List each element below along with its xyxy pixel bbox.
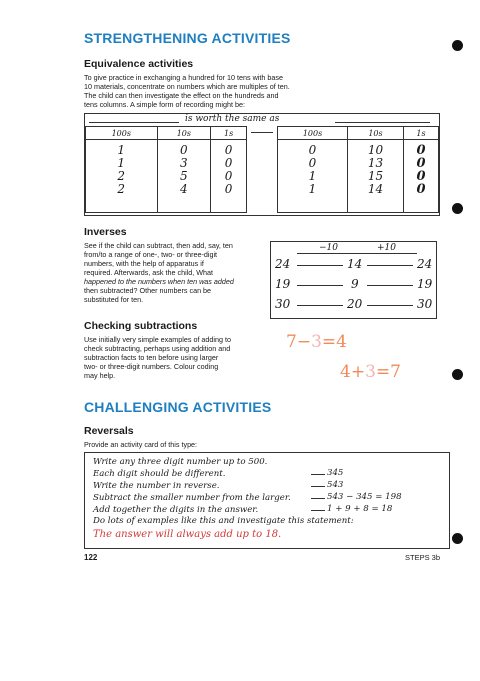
margin-bullet-4 <box>452 533 463 544</box>
answer-arrow-1 <box>311 474 325 475</box>
inverses-title: Inverses <box>84 226 127 238</box>
inverses-text: See if the child can subtract, then add, say, ten from/to a range of one-, two- or three-digit numbers, with the help of apparatus if required. Afterwards, ask the child, What happened to the numbers when ten was added then subtracted? Other numbers can be substituted for ten. <box>84 241 234 304</box>
equivalence-text: To give practice in exchanging a hundred for 10 tens with base 10 materials, concentrate on numbers which are multiples of ten. The child can then investigate the effect on the hundreds and tens columns. A simple form of recording might be: <box>84 73 290 109</box>
row2-c: 19 <box>417 277 433 291</box>
caption-arrow-left <box>89 122 179 123</box>
left-col-hundreds: 1 1 2 2 <box>86 140 158 213</box>
right-col-ones: 0 0 0 0 <box>403 140 438 213</box>
section-title-challenging: CHALLENGING ACTIVITIES <box>84 399 272 415</box>
answer-1: 345 <box>327 468 344 478</box>
page-number: 122 <box>84 553 98 562</box>
margin-bullet-1 <box>452 40 463 51</box>
left-col-tens: 0 3 5 4 <box>157 140 211 213</box>
arrow-3b <box>367 305 413 306</box>
arrow-1a <box>297 265 343 266</box>
subtraction-equation: 7−3=4 <box>286 332 347 352</box>
right-col-tens: 10 13 15 14 <box>348 140 404 213</box>
header-1s: 1s <box>211 127 247 140</box>
row3-b: 20 <box>347 297 363 311</box>
caption-arrow-right <box>335 122 430 123</box>
header-100s: 100s <box>278 127 348 140</box>
card-statement: Do lots of examples like this and investigate this statement: <box>93 516 354 526</box>
margin-bullet-3 <box>452 369 463 380</box>
right-col-hundreds: 0 0 1 1 <box>278 140 348 213</box>
answer-arrow-3 <box>311 498 325 499</box>
reversals-title: Reversals <box>84 425 134 437</box>
left-columns <box>85 126 247 213</box>
row1-b: 14 <box>347 257 363 271</box>
answer-arrow-2 <box>311 486 325 487</box>
card-header-underline <box>297 253 417 254</box>
card-instructions: Write any three digit number up to 500. Each digit should be different. Write the number in reverse. Subtract the smaller number from the larger. Add together the digits in the answer. <box>93 457 291 515</box>
arrow-1b <box>367 265 413 266</box>
row1-a: 24 <box>275 257 291 271</box>
header-100s: 100s <box>86 127 158 140</box>
row3-c: 30 <box>417 297 433 311</box>
row3-a: 30 <box>275 297 291 311</box>
answer-arrow-4 <box>311 510 325 511</box>
book-label: STEPS 3b <box>405 553 441 562</box>
header-10s: 10s <box>157 127 211 140</box>
reversals-text: Provide an activity card of this type: <box>84 440 198 449</box>
op-plus-ten: +10 <box>377 243 396 253</box>
arrow-2b <box>367 285 413 286</box>
table-caption: is worth the same as <box>185 114 280 124</box>
activity-card <box>84 452 450 549</box>
answer-3: 543 − 345 = 198 <box>327 492 402 502</box>
addition-equation: 4+3=7 <box>340 362 401 382</box>
checking-text: Use initially very simple examples of adding to check subtracting, perhaps using addition and subtraction facts to ten before using larger two- or three-digit numbers. Colour coding may help. <box>84 335 232 380</box>
margin-bullet-2 <box>452 203 463 214</box>
checking-title: Checking subtractions <box>84 320 198 332</box>
equivalence-title: Equivalence activities <box>84 58 194 70</box>
op-minus-ten: −10 <box>319 243 338 253</box>
equivalence-table <box>84 113 440 216</box>
card-red-answer: The answer will always add up to 18. <box>93 529 282 540</box>
row2-b: 9 <box>351 277 359 291</box>
inverses-card <box>270 241 437 319</box>
header-10s: 10s <box>348 127 404 140</box>
section-title-strengthening: STRENGTHENING ACTIVITIES <box>84 30 291 46</box>
row1-c: 24 <box>417 257 433 271</box>
middle-arrow <box>251 132 273 133</box>
arrow-3a <box>297 305 343 306</box>
answer-4: 1 + 9 + 8 = 18 <box>327 504 393 514</box>
answer-2: 543 <box>327 480 344 490</box>
right-columns <box>277 126 439 213</box>
arrow-2a <box>297 285 343 286</box>
left-col-ones: 0 0 0 0 <box>211 140 247 213</box>
header-1s: 1s <box>403 127 438 140</box>
row2-a: 19 <box>275 277 291 291</box>
